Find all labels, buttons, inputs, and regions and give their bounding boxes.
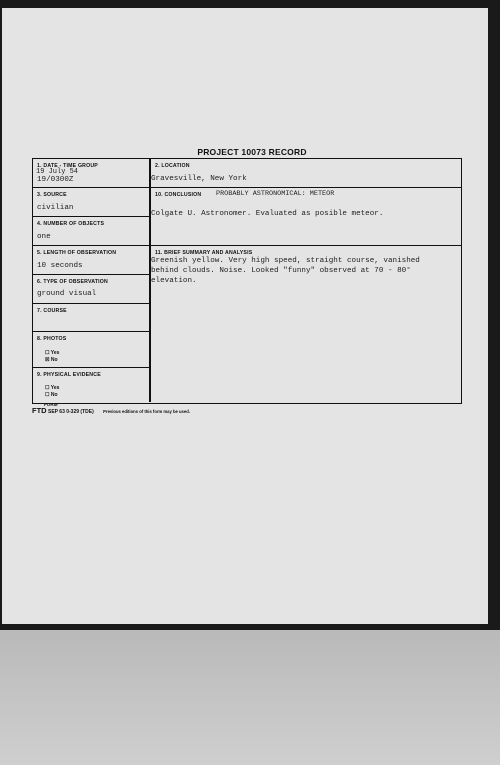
course-label: 7. COURSE — [37, 308, 67, 314]
time-value: 19/0300Z — [37, 176, 74, 184]
row-divider — [33, 367, 149, 368]
conclusion-value: PROBABLY ASTRONOMICAL: METEOR — [216, 190, 335, 198]
physical-evidence-label: 9. PHYSICAL EVIDENCE — [37, 372, 101, 378]
source-label: 3. SOURCE — [37, 192, 67, 198]
conclusion-note: Colgate U. Astronomer. Evaluated as posible meteor. — [151, 210, 384, 218]
ftd-mark: FTD — [32, 406, 47, 415]
physical-evidence-no-checkbox: ☐ No — [45, 392, 58, 398]
summary-label: 11. BRIEF SUMMARY AND ANALYSIS — [155, 250, 253, 256]
location-label: 2. LOCATION — [155, 163, 190, 169]
form-number: SEP 63 0-329 (TDE) — [47, 409, 94, 415]
row-divider — [33, 331, 149, 332]
row-divider — [33, 274, 149, 275]
previous-editions-note: Previous editions of this form may be used. — [103, 409, 190, 414]
row-divider — [33, 303, 149, 304]
date-time-group-label: 1. DATE - TIME GROUP — [37, 163, 98, 169]
document-page — [2, 8, 488, 624]
photos-no-checkbox: ☒ No — [45, 357, 58, 363]
number-of-objects-value: one — [37, 233, 51, 241]
page-title: PROJECT 10073 RECORD — [197, 147, 307, 157]
type-of-observation-value: ground visual — [37, 290, 97, 298]
summary-line-3: elevation. — [151, 277, 197, 285]
row-divider — [150, 187, 462, 188]
photos-label: 8. PHOTOS — [37, 336, 67, 342]
photos-yes-checkbox: ☐ Yes — [45, 350, 60, 356]
summary-line-1: Greenish yellow. Very high speed, straight course, vanished — [151, 257, 420, 265]
location-value: Gravesville, New York — [151, 175, 247, 183]
form-word: FORM — [44, 402, 58, 407]
length-of-observation-label: 5. LENGTH OF OBSERVATION — [37, 250, 117, 256]
row-divider — [33, 216, 149, 217]
row-divider — [33, 187, 149, 188]
conclusion-label: 10. CONCLUSION — [155, 192, 202, 198]
form-footer — [32, 402, 190, 415]
number-of-objects-label: 4. NUMBER OF OBJECTS — [37, 221, 105, 227]
background-surface — [0, 630, 500, 765]
physical-evidence-yes-checkbox: ☐ Yes — [45, 385, 60, 391]
source-value: civilian — [37, 204, 74, 212]
type-of-observation-label: 6. TYPE OF OBSERVATION — [37, 279, 108, 285]
date-value: 19 July 54 — [36, 168, 79, 176]
row-divider — [33, 245, 149, 246]
record-form — [32, 158, 462, 404]
length-of-observation-value: 10 seconds — [37, 262, 83, 270]
summary-line-2: behind clouds. Noise. Looked "funny" observed at 70 - 80° — [151, 267, 411, 275]
row-divider — [150, 245, 462, 246]
